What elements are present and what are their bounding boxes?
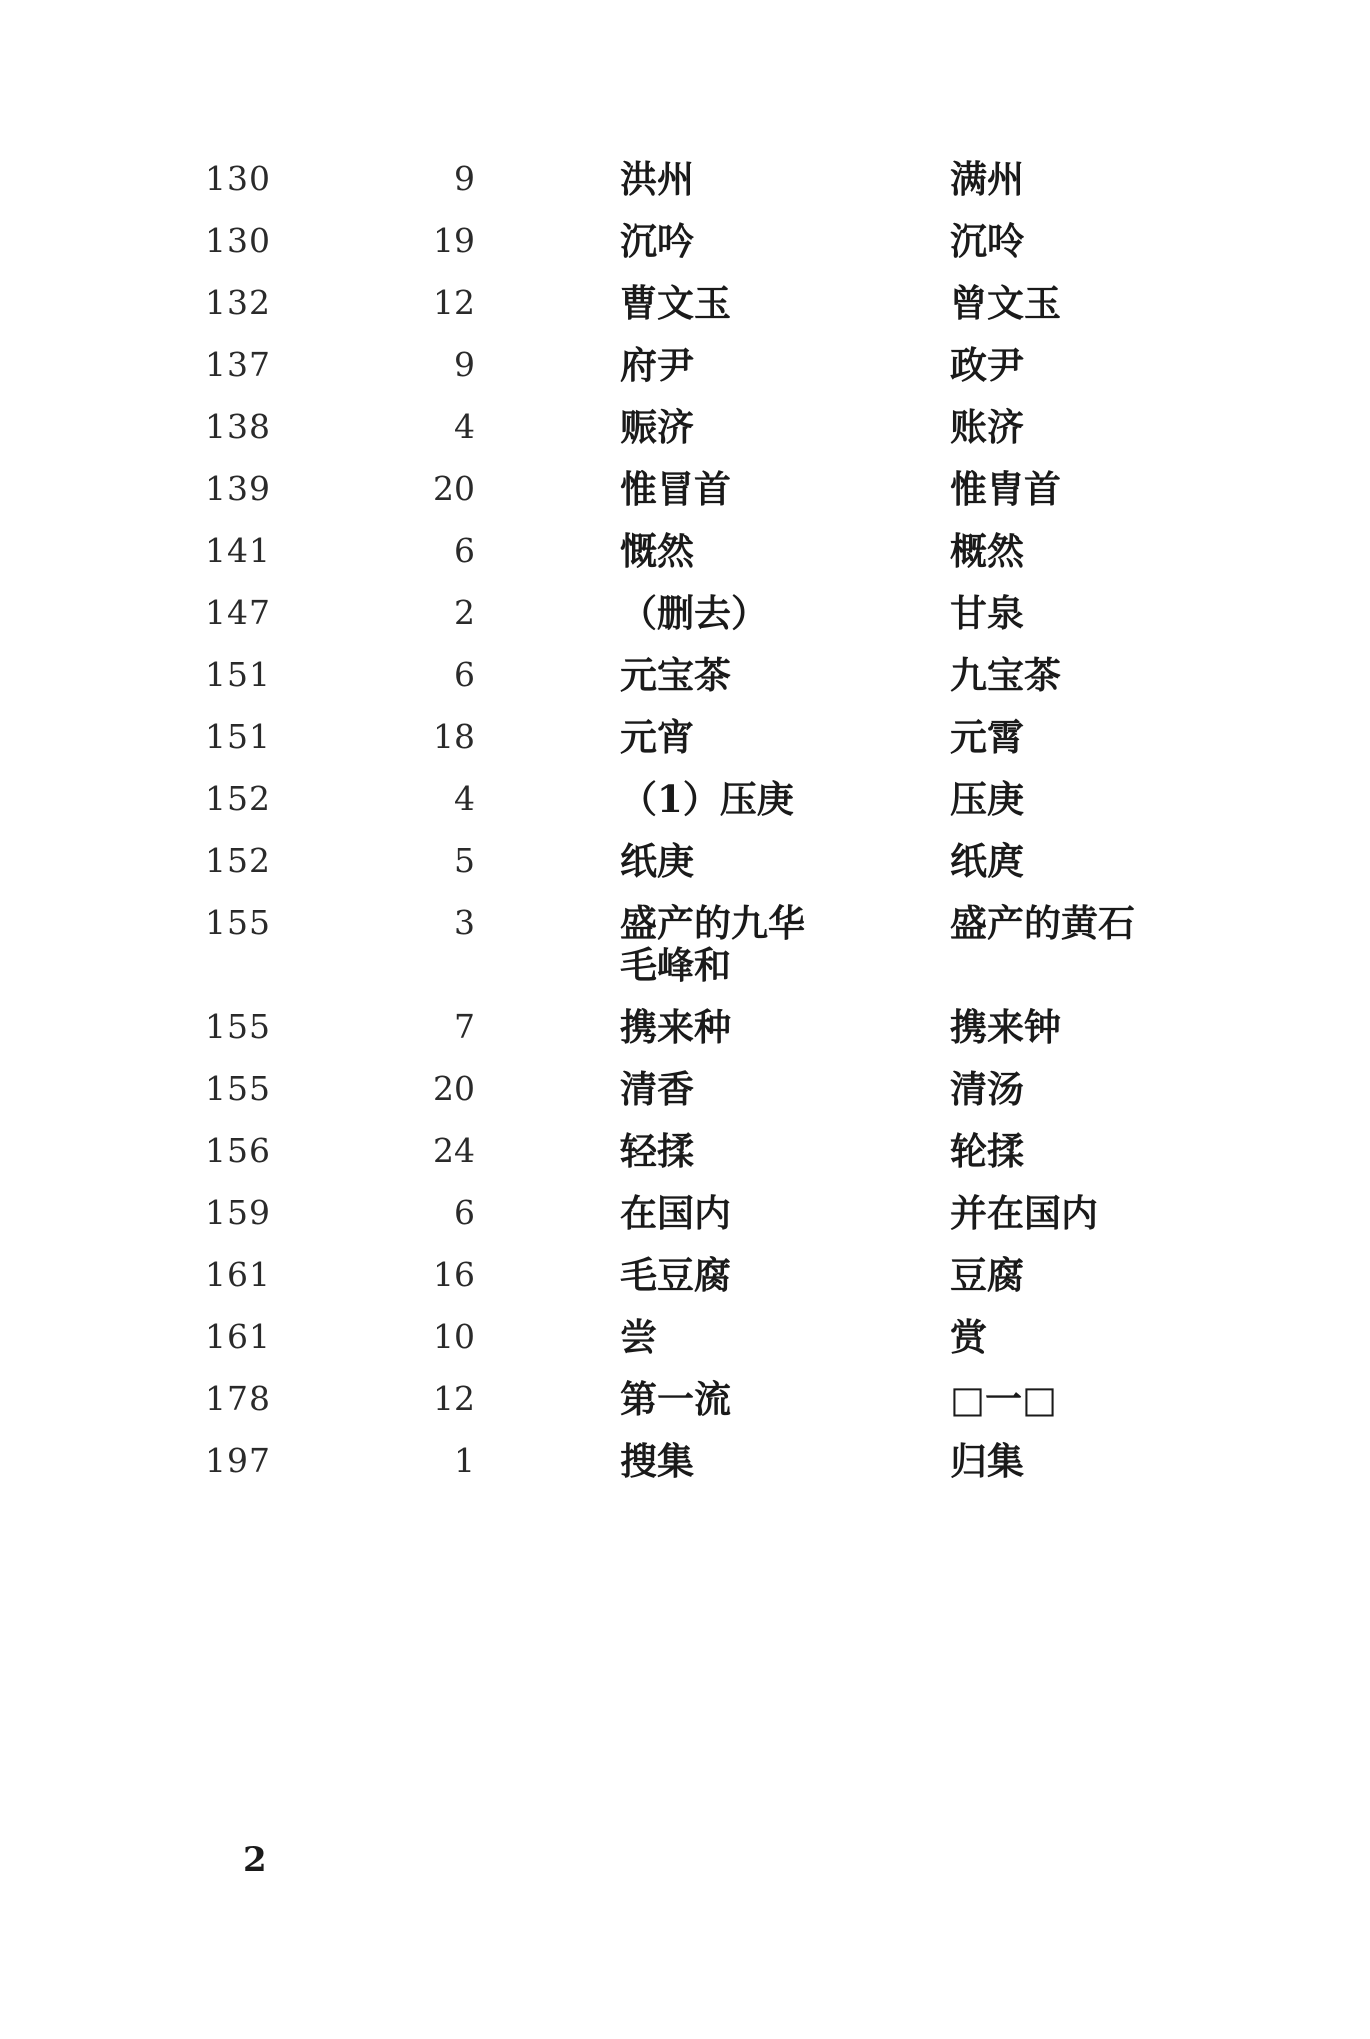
line-number-cell: 19 [433,221,475,260]
line-number-cell: 24 [433,1131,475,1170]
page-number-cell: 197 [205,1441,271,1480]
table-row [0,282,1370,344]
page-number-cell: 152 [205,841,271,880]
correct-text-cell: 甘泉 [950,591,1024,635]
table-row [0,654,1370,716]
line-number-cell: 6 [454,1193,475,1232]
correct-text-cell: 惟胄首 [950,467,1061,511]
table-row [0,344,1370,406]
page-number-cell: 152 [205,779,271,818]
wrong-text-cell: 搜集 [620,1439,694,1483]
table-row [0,592,1370,654]
line-number-cell: 1 [454,1441,475,1480]
wrong-text-cell: 洪州 [620,157,694,201]
correct-text-cell: 曾文玉 [950,281,1061,325]
line-number-cell: 16 [433,1255,475,1294]
correct-text-cell: 归集 [950,1439,1024,1483]
page-number-cell: 159 [205,1193,271,1232]
wrong-text-cell: 盛产的九华毛峰和 [620,901,805,987]
line-number-cell: 7 [454,1007,475,1046]
table-row [0,1006,1370,1068]
line-number-cell: 18 [433,717,475,756]
page-number-cell: 155 [205,903,271,942]
page-number-cell: 155 [205,1069,271,1108]
correct-text-cell: 账济 [950,405,1024,449]
wrong-text-cell: （1）压庚 [620,777,794,821]
errata-table [0,158,1370,1502]
page-number-cell: 161 [205,1317,271,1356]
correct-text-cell: 赏 [950,1315,987,1359]
page-number-cell: 139 [205,469,271,508]
correct-text-cell: 并在国内 [950,1191,1098,1235]
table-row [0,220,1370,282]
page-number-cell: 141 [205,531,271,570]
table-row [0,1192,1370,1254]
page-number-cell: 178 [205,1379,271,1418]
correct-text-cell: 携来钟 [950,1005,1061,1049]
line-number-cell: 9 [454,345,475,384]
table-row [0,1068,1370,1130]
page-number-cell: 130 [205,159,271,198]
wrong-text-cell: 府尹 [620,343,694,387]
line-number-cell: 4 [454,407,475,446]
line-number-cell: 6 [454,531,475,570]
line-number-cell: 5 [454,841,475,880]
correct-text-cell: 概然 [950,529,1024,573]
wrong-text-cell: 慨然 [620,529,694,573]
table-row [0,1440,1370,1502]
correct-text-cell: 盛产的黄石 [950,901,1135,945]
wrong-text-cell: 元宵 [620,715,694,759]
table-row [0,902,1370,1006]
line-number-cell: 10 [433,1317,475,1356]
line-number-cell: 9 [454,159,475,198]
wrong-text-cell: 沉吟 [620,219,694,263]
correct-text-cell: 压庚 [950,777,1024,821]
correct-text-cell: 纸庹 [950,839,1024,883]
wrong-text-cell: （删去） [620,591,768,635]
page-number-cell: 161 [205,1255,271,1294]
page-number-cell: 156 [205,1131,271,1170]
correct-text-cell: 政尹 [950,343,1024,387]
wrong-text-cell: 曹文玉 [620,281,731,325]
wrong-text-cell: 毛豆腐 [620,1253,731,1297]
line-number-cell: 6 [454,655,475,694]
page-number-cell: 137 [205,345,271,384]
page-number-cell: 151 [205,655,271,694]
correct-text-cell: 轮揉 [950,1129,1024,1173]
page-number-cell: 155 [205,1007,271,1046]
correct-text-cell: □一□ [950,1377,1057,1421]
wrong-text-cell: 元宝茶 [620,653,731,697]
table-row [0,778,1370,840]
table-row [0,1130,1370,1192]
wrong-text-cell: 携来种 [620,1005,731,1049]
page-number-cell: 138 [205,407,271,446]
correct-text-cell: 清汤 [950,1067,1024,1111]
correct-text-cell: 元霄 [950,715,1024,759]
line-number-cell: 12 [433,1379,475,1418]
page-number-cell: 130 [205,221,271,260]
table-row [0,840,1370,902]
page-number-cell: 147 [205,593,271,632]
page-number: 2 [243,1840,267,1880]
wrong-text-cell: 轻揉 [620,1129,694,1173]
line-number-cell: 4 [454,779,475,818]
correct-text-cell: 九宝茶 [950,653,1061,697]
table-row [0,406,1370,468]
wrong-text-cell: 尝 [620,1315,657,1359]
wrong-text-cell: 纸庚 [620,839,694,883]
table-row [0,1378,1370,1440]
wrong-text-cell: 第一流 [620,1377,731,1421]
wrong-text-cell: 清香 [620,1067,694,1111]
page-number-cell: 132 [205,283,271,322]
line-number-cell: 12 [433,283,475,322]
page-number-cell: 151 [205,717,271,756]
line-number-cell: 20 [433,469,475,508]
line-number-cell: 2 [454,593,475,632]
correct-text-cell: 沉呤 [950,219,1024,263]
wrong-text-cell: 在国内 [620,1191,731,1235]
table-row [0,1254,1370,1316]
correct-text-cell: 满州 [950,157,1024,201]
wrong-text-cell: 赈济 [620,405,694,449]
line-number-cell: 3 [454,903,475,942]
table-row [0,530,1370,592]
table-row [0,158,1370,220]
table-row [0,716,1370,778]
wrong-text-cell: 惟冒首 [620,467,731,511]
correct-text-cell: 豆腐 [950,1253,1024,1297]
table-row [0,1316,1370,1378]
line-number-cell: 20 [433,1069,475,1108]
table-row [0,468,1370,530]
